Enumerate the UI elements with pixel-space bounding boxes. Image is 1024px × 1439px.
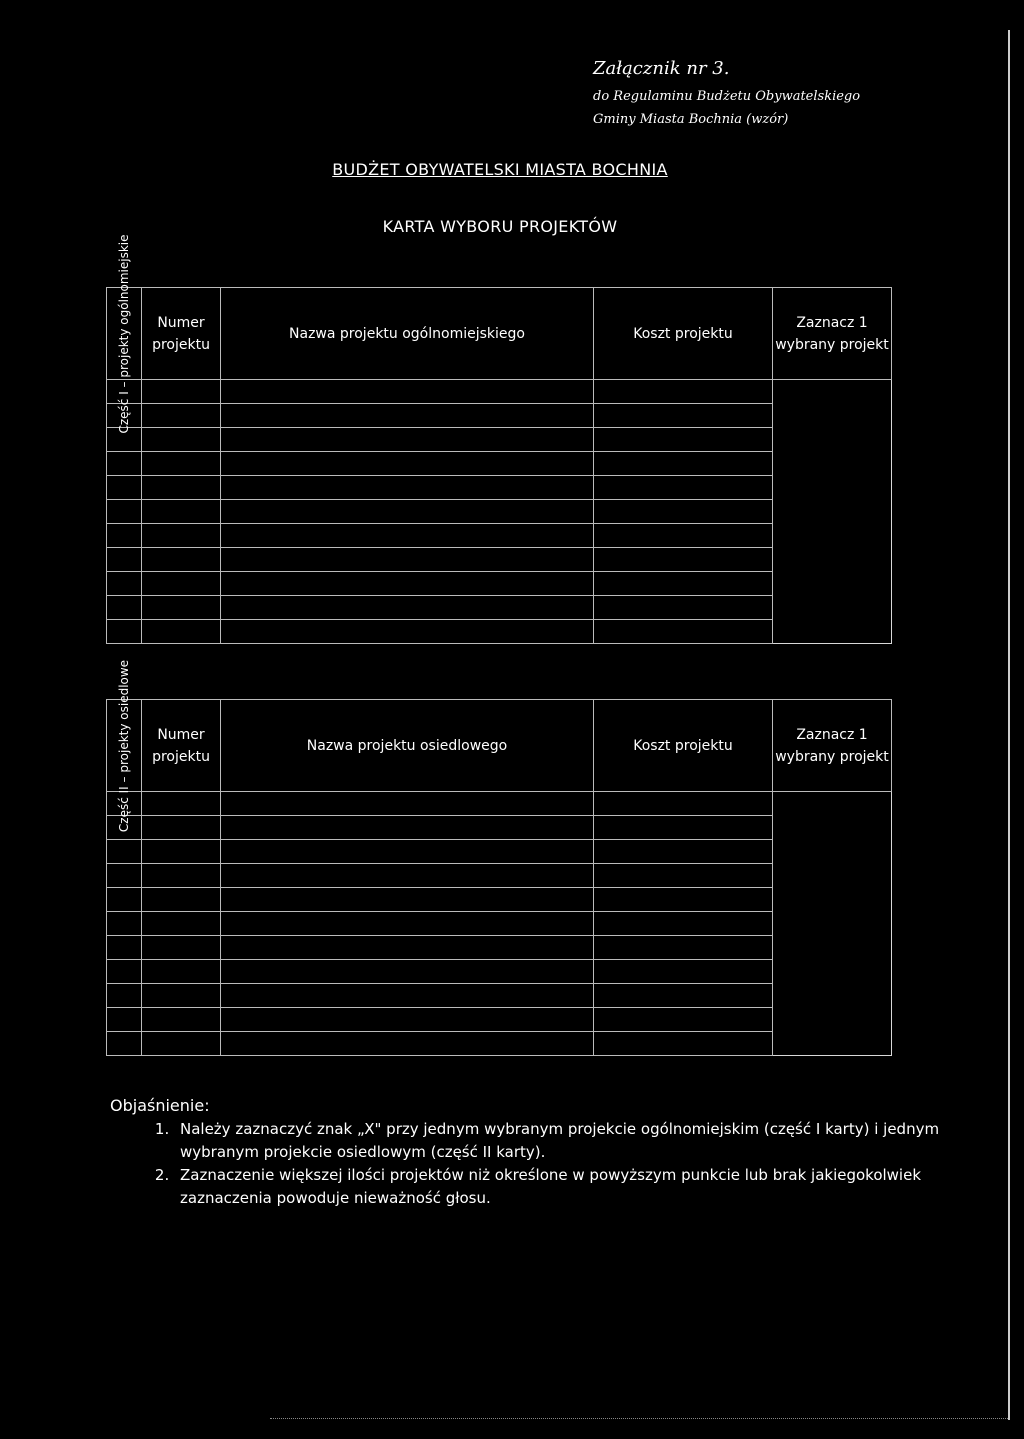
project-cost-cell	[221, 404, 594, 428]
project-name-cell	[142, 1032, 221, 1056]
table-row	[107, 792, 892, 816]
project-cost-cell	[221, 840, 594, 864]
table-header-row	[107, 288, 892, 380]
section-label-cell	[107, 659, 142, 832]
explanation-list	[110, 1118, 944, 1210]
project-select-cell[interactable]	[594, 1008, 773, 1032]
table-row	[107, 404, 892, 428]
project-cost-cell	[221, 524, 594, 548]
project-select-cell[interactable]	[594, 792, 773, 816]
project-select-cell[interactable]	[594, 524, 773, 548]
column-header-select: Zaznacz 1 wybrany projekt	[773, 288, 892, 380]
project-select-cell[interactable]	[594, 500, 773, 524]
table-header-row	[107, 700, 892, 792]
project-name-cell	[142, 476, 221, 500]
project-cost-cell	[221, 380, 594, 404]
project-number-cell	[107, 524, 142, 548]
table-row	[107, 840, 892, 864]
table-row	[107, 960, 892, 984]
project-name-cell	[142, 984, 221, 1008]
table-row	[107, 500, 892, 524]
bottom-dotted-line	[270, 1418, 1010, 1419]
project-cost-cell	[221, 792, 594, 816]
project-select-cell[interactable]	[594, 864, 773, 888]
project-name-cell	[142, 912, 221, 936]
annex-municipality-line: Gminy Miasta Bochnia (wzór)	[593, 112, 789, 127]
column-header-number: Numer projektu	[142, 288, 221, 380]
project-select-cell[interactable]	[594, 620, 773, 644]
table-row	[107, 984, 892, 1008]
project-number-cell	[107, 912, 142, 936]
table-row	[107, 1032, 892, 1056]
project-name-cell	[142, 572, 221, 596]
project-cost-cell	[221, 984, 594, 1008]
project-number-cell	[107, 840, 142, 864]
project-cost-cell	[221, 596, 594, 620]
explanation-item: 2. Zaznaczenie większej ilości projektów niż określone w powyższym punkcie lub brak jakiegokolwiek zaznaczenia powoduje nieważność głosu.	[174, 1164, 944, 1210]
project-cost-cell	[221, 476, 594, 500]
project-cost-cell	[221, 500, 594, 524]
annex-number: Załącznik nr 3.	[593, 58, 730, 79]
project-select-cell[interactable]	[594, 984, 773, 1008]
table-body	[107, 792, 892, 1056]
project-cost-cell	[221, 548, 594, 572]
project-number-cell	[107, 620, 142, 644]
project-cost-cell	[221, 816, 594, 840]
project-number-cell	[107, 1008, 142, 1032]
project-cost-cell	[221, 1008, 594, 1032]
project-number-cell	[107, 500, 142, 524]
project-select-cell[interactable]	[594, 960, 773, 984]
project-cost-cell	[221, 452, 594, 476]
project-number-cell	[107, 984, 142, 1008]
project-select-cell[interactable]	[594, 380, 773, 404]
table-row	[107, 936, 892, 960]
project-number-cell	[107, 936, 142, 960]
column-header-name: Nazwa projektu ogólnomiejskiego	[221, 288, 594, 380]
document-subtitle: KARTA WYBORU PROJEKTÓW	[382, 217, 618, 236]
project-number-cell	[107, 476, 142, 500]
project-select-cell[interactable]	[594, 452, 773, 476]
table-row	[107, 548, 892, 572]
table-row	[107, 1008, 892, 1032]
project-cost-cell	[221, 572, 594, 596]
project-name-cell	[142, 452, 221, 476]
project-name-cell	[142, 960, 221, 984]
column-header-cost: Koszt projektu	[594, 700, 773, 792]
project-name-cell	[142, 380, 221, 404]
table-row	[107, 380, 892, 404]
project-number-cell	[107, 572, 142, 596]
project-number-cell	[107, 596, 142, 620]
project-name-cell	[142, 888, 221, 912]
table-row	[107, 476, 892, 500]
project-name-cell	[142, 548, 221, 572]
project-name-cell	[142, 816, 221, 840]
project-select-cell[interactable]	[594, 428, 773, 452]
table-row	[107, 888, 892, 912]
project-cost-cell	[221, 888, 594, 912]
section1-side-label: Część I – projekty ogólnomiejskie	[117, 233, 131, 434]
project-cost-cell	[221, 864, 594, 888]
project-select-cell[interactable]	[594, 572, 773, 596]
column-header-select: Zaznacz 1 wybrany projekt	[773, 700, 892, 792]
project-number-cell	[107, 1032, 142, 1056]
project-number-cell	[107, 960, 142, 984]
project-name-cell	[142, 500, 221, 524]
project-number-cell	[107, 452, 142, 476]
table-row	[107, 524, 892, 548]
project-cost-cell	[221, 428, 594, 452]
column-header-name: Nazwa projektu osiedlowego	[221, 700, 594, 792]
column-header-cost: Koszt projektu	[594, 288, 773, 380]
project-number-cell	[107, 888, 142, 912]
project-name-cell	[142, 428, 221, 452]
project-select-cell[interactable]	[594, 596, 773, 620]
project-name-cell	[142, 864, 221, 888]
table-row	[107, 572, 892, 596]
project-select-cell[interactable]	[594, 548, 773, 572]
section2-side-label: Część II – projekty osiedlowe	[117, 659, 131, 832]
project-cost-cell	[221, 936, 594, 960]
district-projects-table	[106, 659, 892, 1056]
project-name-cell	[142, 840, 221, 864]
scan-edge-line	[1008, 30, 1010, 1420]
project-name-cell	[142, 1008, 221, 1032]
project-name-cell	[142, 596, 221, 620]
table-body	[107, 380, 892, 644]
project-name-cell	[142, 404, 221, 428]
project-select-cell[interactable]	[594, 936, 773, 960]
project-cost-cell	[221, 620, 594, 644]
project-select-cell[interactable]	[594, 912, 773, 936]
project-select-cell[interactable]	[594, 476, 773, 500]
document-title: BUDŻET OBYWATELSKI MIASTA BOCHNIA	[332, 160, 668, 179]
table-row	[107, 620, 892, 644]
explanation-item: 1. Należy zaznaczyć znak „X" przy jednym wybranym projekcie ogólnomiejskim (część I karty) i jednym wybranym projekcie osiedlowym (część II karty).	[174, 1118, 944, 1164]
project-cost-cell	[221, 1032, 594, 1056]
project-select-cell[interactable]	[594, 404, 773, 428]
citywide-projects-table	[106, 233, 892, 644]
project-cost-cell	[221, 960, 594, 984]
table-row	[107, 428, 892, 452]
section-label-cell	[107, 233, 142, 434]
column-header-number: Numer projektu	[142, 700, 221, 792]
project-name-cell	[142, 936, 221, 960]
table-row	[107, 596, 892, 620]
project-select-cell[interactable]	[594, 840, 773, 864]
table-row	[107, 816, 892, 840]
project-name-cell	[142, 620, 221, 644]
project-name-cell	[142, 792, 221, 816]
annex-regulation-line: do Regulaminu Budżetu Obywatelskiego	[593, 89, 861, 104]
project-name-cell	[142, 524, 221, 548]
table-row	[107, 864, 892, 888]
table-row	[107, 452, 892, 476]
project-select-cell[interactable]	[594, 1032, 773, 1056]
explanation-label: Objaśnienie:	[110, 1096, 210, 1115]
project-select-cell[interactable]	[594, 888, 773, 912]
project-select-cell[interactable]	[594, 816, 773, 840]
project-number-cell	[107, 864, 142, 888]
project-cost-cell	[221, 912, 594, 936]
project-number-cell	[107, 548, 142, 572]
table-row	[107, 912, 892, 936]
